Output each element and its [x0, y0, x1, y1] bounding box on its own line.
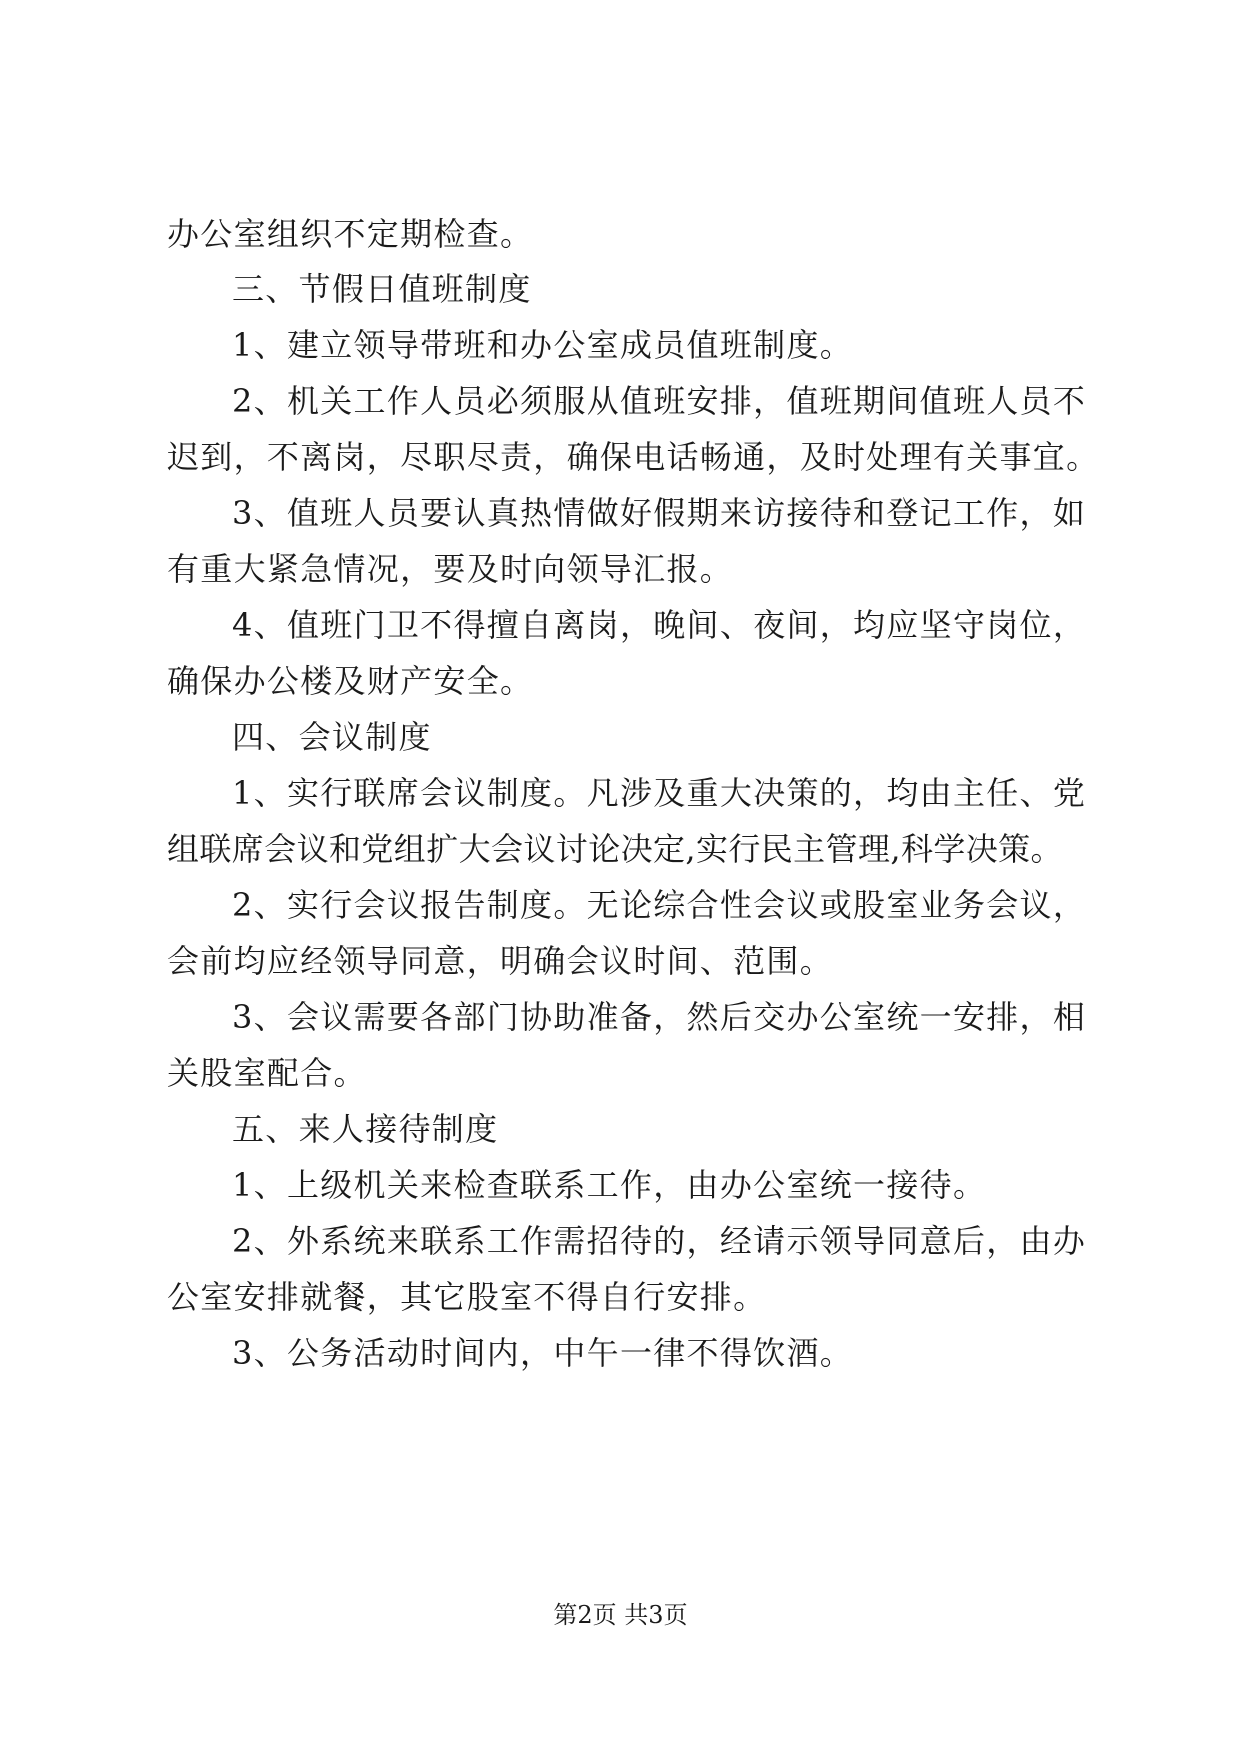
section-heading: 三、节假日值班制度 [232, 270, 532, 308]
body-line: 2、机关工作人员必须服从值班安排，值班期间值班人员不 [232, 382, 1087, 420]
body-line: 1、建立领导带班和办公室成员值班制度。 [232, 326, 854, 364]
body-line: 迟到，不离岗，尽职尽责，确保电话畅通，及时处理有关事宜。 [167, 438, 1100, 476]
body-line: 3、值班人员要认真热情做好假期来访接待和登记工作，如 [232, 494, 1087, 532]
body-line: 2、实行会议报告制度。无论综合性会议或股室业务会议， [232, 886, 1087, 924]
page-footer: 第2页 共3页 [553, 1601, 688, 1629]
body-line: 确保办公楼及财产安全。 [167, 662, 534, 700]
body-line: 3、会议需要各部门协助准备，然后交办公室统一安排，相 [232, 998, 1087, 1036]
body-line: 1、实行联席会议制度。凡涉及重大决策的，均由主任、党 [232, 774, 1087, 812]
body-line: 1、上级机关来检查联系工作，由办公室统一接待。 [232, 1166, 987, 1204]
body-line: 3、公务活动时间内，中午一律不得饮酒。 [232, 1334, 854, 1372]
body-line: 会前均应经领导同意，明确会议时间、范围。 [167, 942, 834, 980]
body-line: 4、值班门卫不得擅自离岗，晚间、夜间，均应坚守岗位， [232, 606, 1087, 644]
body-line: 组联席会议和党组扩大会议讨论决定,实行民主管理,科学决策。 [167, 830, 1063, 868]
body-line: 2、外系统来联系工作需招待的，经请示领导同意后，由办 [232, 1222, 1087, 1260]
body-line: 有重大紧急情况，要及时向领导汇报。 [167, 550, 734, 588]
body-line: 公室安排就餐，其它股室不得自行安排。 [167, 1278, 767, 1316]
body-line: 办公室组织不定期检查。 [167, 215, 534, 253]
body-line: 关股室配合。 [167, 1054, 367, 1092]
section-heading: 四、会议制度 [232, 718, 432, 756]
section-heading: 五、来人接待制度 [232, 1110, 499, 1148]
